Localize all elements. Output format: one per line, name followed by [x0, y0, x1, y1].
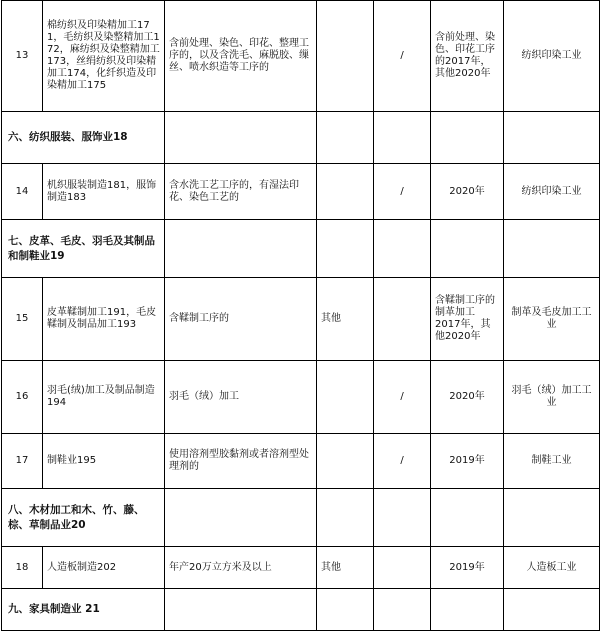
- section-heading: 九、家具制造业 21: [2, 589, 165, 631]
- row-number: 15: [2, 278, 43, 361]
- section-row: [2, 220, 600, 278]
- row-number: 17: [2, 434, 43, 489]
- industry-category-cell: 棉纺织及印染精加工171，毛纺织及染整精加工172，麻纺织及染整精加工173，丝绢纺织及印染精加工174，化纤织造及印染精加工175: [43, 1, 165, 112]
- empty-cell: [504, 220, 600, 278]
- empty-cell: [374, 112, 431, 164]
- empty-cell: [374, 589, 431, 631]
- section-row: [2, 589, 600, 631]
- empty-cell: [374, 220, 431, 278]
- table-row: [2, 278, 600, 361]
- empty-cell: [165, 489, 317, 547]
- year-cell: 2019年: [431, 547, 504, 589]
- year-cell: 2019年: [431, 434, 504, 489]
- row-number: 18: [2, 547, 43, 589]
- empty-cell: [431, 589, 504, 631]
- other-cell: [317, 434, 374, 489]
- empty-cell: [165, 220, 317, 278]
- process-cell: 含鞣制工序的: [165, 278, 317, 361]
- section-heading: 八、木材加工和木、竹、藤、棕、草制品业20: [2, 489, 165, 547]
- empty-cell: [317, 589, 374, 631]
- empty-cell: [431, 112, 504, 164]
- year-cell: 2020年: [431, 164, 504, 220]
- empty-cell: [504, 489, 600, 547]
- industry-category-cell: 机织服装制造181，服饰制造183: [43, 164, 165, 220]
- year-cell: 含前处理、染色、印花工序的2017年，其他2020年: [431, 1, 504, 112]
- industry-category-cell: 制鞋业195: [43, 434, 165, 489]
- process-cell: 含水洗工艺工序的，有湿法印花、染色工艺的: [165, 164, 317, 220]
- slash-cell: [374, 278, 431, 361]
- table-row: [2, 547, 600, 589]
- industry-standard-cell: 纺织印染工业: [504, 164, 600, 220]
- slash-cell: /: [374, 1, 431, 112]
- table-row: [2, 434, 600, 489]
- empty-cell: [374, 489, 431, 547]
- section-heading: 六、纺织服装、服饰业18: [2, 112, 165, 164]
- slash-cell: /: [374, 434, 431, 489]
- row-number: 14: [2, 164, 43, 220]
- other-cell: [317, 361, 374, 434]
- empty-cell: [165, 589, 317, 631]
- section-row: [2, 112, 600, 164]
- industry-standard-cell: 制革及毛皮加工工业: [504, 278, 600, 361]
- empty-cell: [431, 489, 504, 547]
- other-cell: [317, 164, 374, 220]
- process-cell: 年产20万立方米及以上: [165, 547, 317, 589]
- industry-category-cell: 羽毛(绒)加工及制品制造194: [43, 361, 165, 434]
- empty-cell: [317, 220, 374, 278]
- table-row: [2, 1, 600, 112]
- slash-cell: /: [374, 361, 431, 434]
- industry-category-cell: 皮革鞣制加工191，毛皮鞣制及制品加工193: [43, 278, 165, 361]
- industry-standard-cell: 纺织印染工业: [504, 1, 600, 112]
- empty-cell: [504, 112, 600, 164]
- section-row: [2, 489, 600, 547]
- other-cell: 其他: [317, 278, 374, 361]
- empty-cell: [431, 220, 504, 278]
- year-cell: 2020年: [431, 361, 504, 434]
- process-cell: 含前处理、染色、印花、整理工序的，以及含洗毛、麻脱胶、缫丝、喷水织造等工序的: [165, 1, 317, 112]
- industry-standard-cell: 人造板工业: [504, 547, 600, 589]
- slash-cell: [374, 547, 431, 589]
- section-heading: 七、皮革、毛皮、羽毛及其制品和制鞋业19: [2, 220, 165, 278]
- table-row: [2, 164, 600, 220]
- slash-cell: /: [374, 164, 431, 220]
- empty-cell: [165, 112, 317, 164]
- row-number: 13: [2, 1, 43, 112]
- year-cell: 含鞣制工序的制革加工2017年，其他2020年: [431, 278, 504, 361]
- industry-category-cell: 人造板制造202: [43, 547, 165, 589]
- process-cell: 羽毛（绒）加工: [165, 361, 317, 434]
- empty-cell: [317, 489, 374, 547]
- table-row: [2, 361, 600, 434]
- industry-standard-cell: 羽毛（绒）加工工业: [504, 361, 600, 434]
- empty-cell: [317, 112, 374, 164]
- industry-standard-cell: 制鞋工业: [504, 434, 600, 489]
- process-cell: 使用溶剂型胶黏剂或者溶剂型处理剂的: [165, 434, 317, 489]
- other-cell: [317, 1, 374, 112]
- empty-cell: [504, 589, 600, 631]
- row-number: 16: [2, 361, 43, 434]
- other-cell: 其他: [317, 547, 374, 589]
- permit-category-table: [1, 0, 600, 631]
